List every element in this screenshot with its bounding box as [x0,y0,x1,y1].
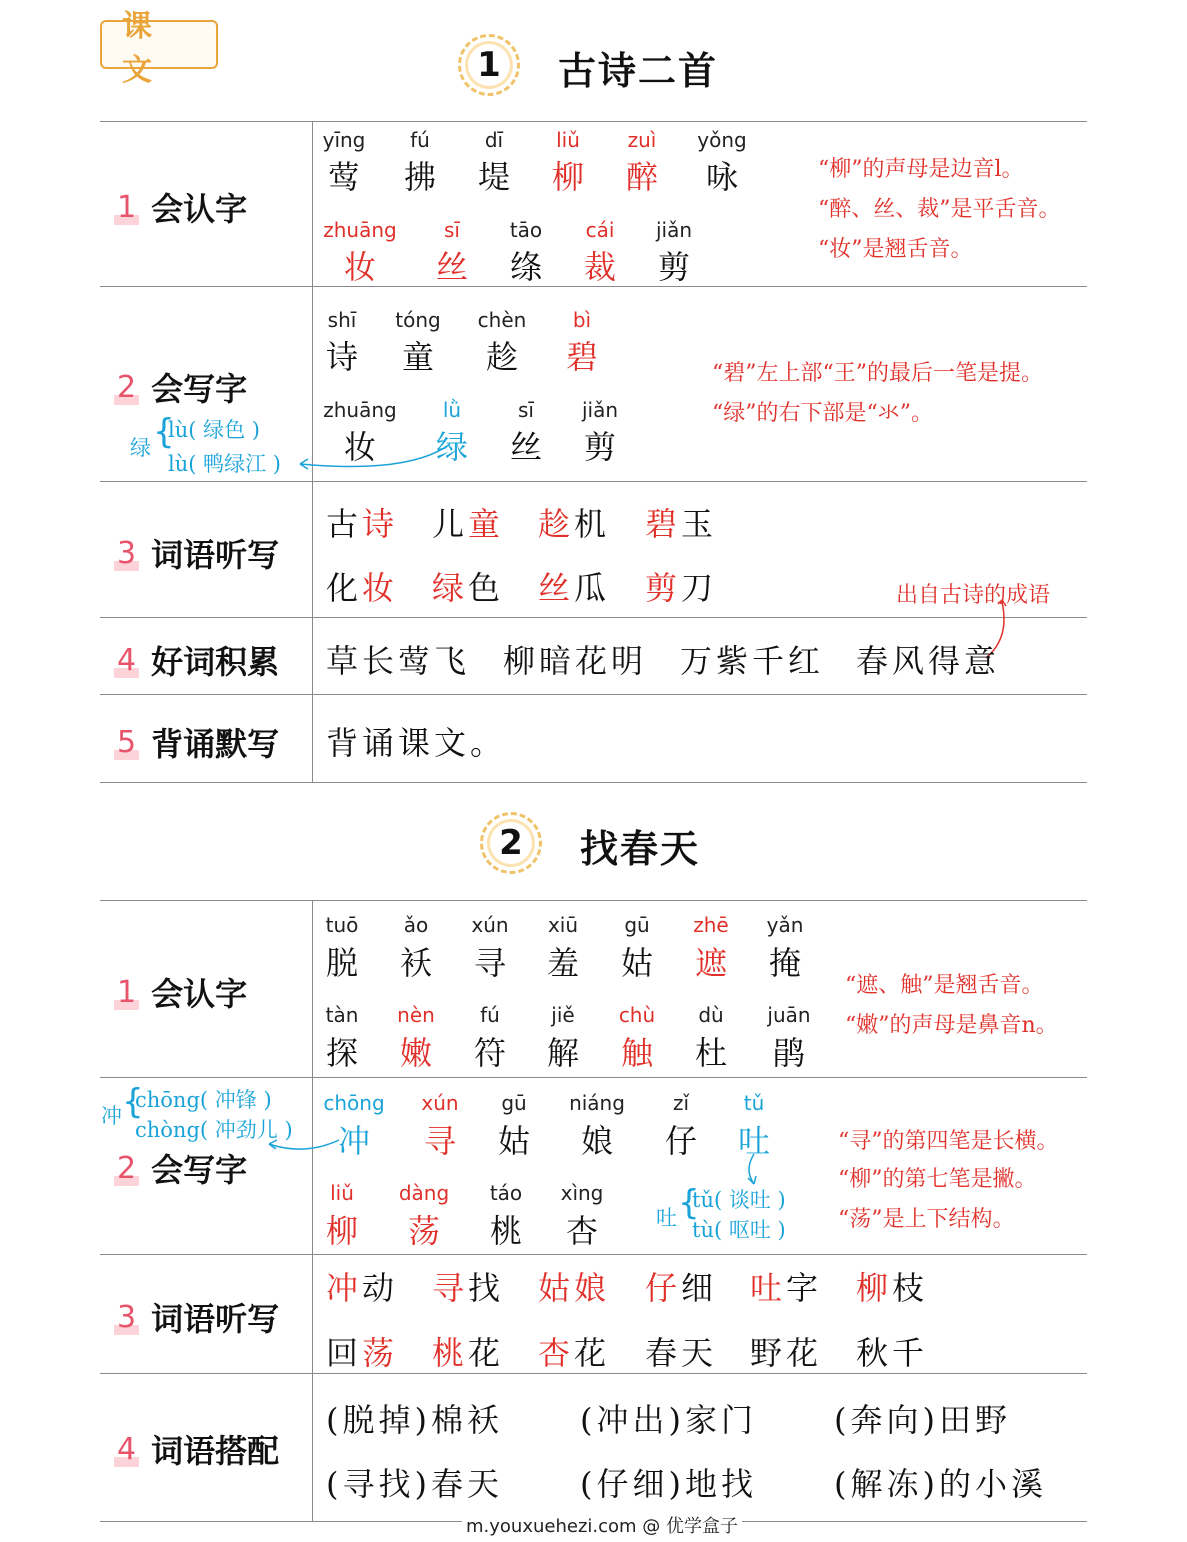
hanzi: 剪 [657,248,690,286]
collocation: (仔细)地找 [580,1465,757,1503]
hanzi: 荡 [407,1212,440,1250]
pronunciation-note: “遮、触”是翘舌音。 [845,973,1044,998]
dictation-char: 剪 [645,569,682,607]
dictation-char: 柳 [856,1269,893,1307]
dictation-char: 机 [574,505,611,543]
pinyin: tāo [509,218,543,242]
brace-icon: { [122,1082,144,1122]
row-label-recognize: 1 会认字 [114,969,247,1015]
hanzi: 触 [620,1034,653,1072]
pinyin: dàng [398,1181,450,1205]
dictation-char: 姑 [538,1269,575,1307]
polyphone-reading: chòng( 冲劲儿 ) [135,1118,293,1142]
pinyin: xún [471,913,509,937]
pronunciation-note: “妆”是翘舌音。 [818,237,973,262]
pinyin: yǎn [766,913,804,937]
arrow-icon [265,1128,345,1158]
row-divider [100,1077,1087,1078]
pinyin: jiǎn [655,218,693,242]
hanzi: 袄 [399,944,432,982]
lesson-category-badge: 课文 [100,20,218,69]
pinyin: jiě [551,1003,575,1027]
dictation-char: 桃 [432,1334,469,1372]
stroke-note: “荡”是上下结构。 [838,1207,1015,1232]
hanzi: 绿 [435,428,468,466]
dictation-char: 丝 [538,569,575,607]
pinyin: ǎo [403,913,429,937]
hanzi: 醉 [625,158,658,196]
hanzi: 寻 [473,944,506,982]
row-divider [100,617,1087,618]
recite-text: 背诵课文。 [326,724,507,762]
hanzi: 趁 [485,338,518,376]
dictation-word [326,499,398,545]
dictation-char: 刀 [681,569,718,607]
dictation-char: 天 [681,1334,718,1372]
arrow-icon [740,1150,770,1190]
pinyin: chōng [323,1091,385,1115]
hanzi: 鹃 [772,1034,805,1072]
pinyin: shī [327,308,357,332]
hanzi: 姑 [497,1122,530,1160]
row-divider [100,481,1087,482]
pinyin: zǐ [672,1091,690,1115]
dictation-word [432,1263,504,1309]
hanzi: 杏 [565,1212,598,1250]
dictation-char: 碧 [645,505,682,543]
dictation-char: 寻 [432,1269,469,1307]
dictation-char: 趁 [538,505,575,543]
pinyin: cái [585,218,615,242]
hanzi: 丝 [435,248,468,286]
hanzi: 桃 [489,1212,522,1250]
dictation-char: 千 [892,1334,929,1372]
pinyin: liǔ [330,1181,354,1205]
dictation-word [645,563,717,609]
pinyin: zhuāng [323,398,397,422]
row-label-write: 2 会写字 [114,1145,247,1191]
lesson-title: 古诗二首 [558,49,719,93]
footer-watermark: m.youxuehezi.com @ 优学盒子 [462,1512,742,1538]
hanzi: 丝 [509,428,542,466]
good-word: 草长莺飞 [326,642,471,680]
pinyin: tóng [395,308,441,332]
hanzi: 柳 [325,1212,358,1250]
dictation-word [750,1328,822,1374]
polyphone-reading: lù( 鸭绿江 ) [168,452,281,476]
hanzi: 绦 [509,248,542,286]
pinyin: gū [501,1091,527,1115]
pinyin: yǒng [697,128,747,152]
hanzi: 剪 [583,428,616,466]
dictation-char: 仔 [645,1269,682,1307]
dictation-word [326,1328,398,1374]
polyphone-char: 绿 [130,436,151,460]
hanzi: 碧 [565,338,598,376]
hanzi: 姑 [620,944,653,982]
pinyin: tàn [325,1003,359,1027]
dictation-word [645,1263,717,1309]
pinyin: liǔ [556,128,580,152]
good-word: 柳暗花明 [503,642,648,680]
pinyin: chù [618,1003,656,1027]
good-word: 万紫千红 [680,642,825,680]
stroke-note: “绿”的右下部是“氺”。 [712,401,933,426]
dictation-word [645,1328,717,1374]
hanzi: 羞 [546,944,579,982]
pinyin: fú [410,128,430,152]
pinyin: yīng [322,128,366,152]
row-divider [100,1254,1087,1255]
dictation-char: 细 [681,1269,718,1307]
hanzi: 仔 [664,1122,697,1160]
hanzi: 寻 [423,1122,456,1160]
pinyin: zhuāng [323,218,397,242]
pinyin: chèn [477,308,527,332]
dictation-char: 秋 [856,1334,893,1372]
pinyin: sī [444,218,460,242]
dictation-char: 诗 [362,505,399,543]
arrow-icon [280,440,460,480]
hanzi: 咏 [705,158,738,196]
pinyin: lǜ [442,398,462,422]
dictation-char: 杏 [538,1334,575,1372]
row-label-dictation: 3 词语听写 [114,1294,279,1340]
polyphone-reading: chōng( 冲锋 ) [135,1088,272,1112]
row-label-recite: 5 背诵默写 [114,719,279,765]
dictation-char: 枝 [892,1269,929,1307]
dictation-char: 童 [468,505,505,543]
polyphone-reading: lù( 绿色 ) [168,418,260,442]
stroke-note: “寻”的第四笔是长横。 [838,1129,1059,1154]
hanzi: 遮 [694,944,727,982]
hanzi: 脱 [325,944,358,982]
hanzi: 符 [473,1034,506,1072]
hanzi: 妆 [343,248,376,286]
hanzi: 吐 [737,1122,770,1160]
row-label-collocation: 4 词语搭配 [114,1426,279,1472]
dictation-word [645,499,717,545]
hanzi: 解 [546,1034,579,1072]
row-label-recognize: 1 会认字 [114,184,247,230]
pinyin: táo [489,1181,523,1205]
hanzi: 掩 [768,944,801,982]
lesson-number-badge: 2 [480,812,542,874]
lesson-number-badge: 1 [458,34,520,96]
dictation-word [432,1328,504,1374]
lesson-title: 找春天 [580,827,701,871]
pinyin: sī [518,398,534,422]
hanzi: 童 [401,338,434,376]
hanzi: 冲 [337,1122,370,1160]
hanzi: 娘 [580,1122,613,1160]
polyphone-char: 吐 [656,1206,677,1230]
stroke-note: “柳”的第七笔是撇。 [838,1167,1037,1192]
pinyin: xiū [547,913,579,937]
table-border [100,900,1087,901]
hanzi: 嫩 [399,1034,432,1072]
dictation-word [538,563,610,609]
dictation-char: 儿 [432,505,469,543]
hanzi: 妆 [343,428,376,466]
stroke-note: “碧”左上部“王”的最后一笔是提。 [712,361,1043,386]
dictation-char: 冲 [326,1269,363,1307]
idiom-note: 出自古诗的成语 [896,583,1051,608]
dictation-char: 吐 [750,1269,787,1307]
hanzi: 探 [325,1034,358,1072]
pinyin: niáng [569,1091,625,1115]
polyphone-char: 冲 [101,1104,122,1128]
dictation-char: 绿 [432,569,469,607]
hanzi: 裁 [583,248,616,286]
polyphone-reading: tǔ( 谈吐 ) [692,1188,786,1212]
pinyin: zhē [693,913,729,937]
collocation: (奔向)田野 [834,1401,1011,1439]
pronunciation-note: “嫩”的声母是鼻音n。 [845,1013,1058,1038]
dictation-word [432,563,504,609]
dictation-word [856,1263,928,1309]
dictation-char: 荡 [362,1334,399,1372]
dictation-char: 瓜 [574,569,611,607]
polyphone-reading: tù( 呕吐 ) [692,1218,786,1242]
dictation-word [326,1263,398,1309]
dictation-word [538,499,610,545]
dictation-word [432,499,504,545]
pinyin: bì [572,308,592,332]
table-border [100,782,1087,783]
dictation-char: 色 [468,569,505,607]
pinyin: nèn [397,1003,435,1027]
dictation-word [538,1328,610,1374]
pronunciation-note: “醉、丝、裁”是平舌音。 [818,197,1061,222]
hanzi: 柳 [551,158,584,196]
dictation-char: 春 [645,1334,682,1372]
collocation: (解冻)的小溪 [834,1465,1047,1503]
dictation-char: 古 [326,505,363,543]
pinyin: xún [421,1091,459,1115]
pinyin: tuō [325,913,359,937]
hanzi: 堤 [477,158,510,196]
dictation-char: 野 [750,1334,787,1372]
pronunciation-note: “柳”的声母是边音l。 [818,157,1024,182]
brace-icon: { [678,1183,700,1223]
dictation-char: 花 [786,1334,823,1372]
row-label-good-words: 4 好词积累 [114,637,279,683]
collocation: (脱掉)棉袄 [326,1401,503,1439]
pinyin: zuì [627,128,657,152]
row-divider [100,694,1087,695]
dictation-char: 娘 [574,1269,611,1307]
dictation-char: 花 [468,1334,505,1372]
row-label-write: 2 会写字 [114,364,247,410]
dictation-char: 化 [326,569,363,607]
collocation: (冲出)家门 [580,1401,757,1439]
dictation-char: 动 [362,1269,399,1307]
pinyin: gū [624,913,650,937]
dictation-char: 找 [468,1269,505,1307]
pinyin: xìng [560,1181,604,1205]
dictation-char: 妆 [362,569,399,607]
good-word: 春风得意 [856,642,1001,680]
pinyin: fú [480,1003,500,1027]
dictation-char: 回 [326,1334,363,1372]
pinyin: juān [767,1003,811,1027]
pinyin: dī [484,128,504,152]
dictation-word [856,1328,928,1374]
hanzi: 莺 [327,158,360,196]
dictation-char: 字 [786,1269,823,1307]
collocation: (寻找)春天 [326,1465,503,1503]
dictation-word [326,563,398,609]
dictation-word [750,1263,822,1309]
hanzi: 诗 [325,338,358,376]
dictation-char: 花 [574,1334,611,1372]
row-label-dictation: 3 词语听写 [114,530,279,576]
pinyin: jiǎn [581,398,619,422]
brace-icon: { [153,412,175,452]
hanzi: 杜 [694,1034,727,1072]
dictation-char: 玉 [681,505,718,543]
hanzi: 拂 [403,158,436,196]
pinyin: tǔ [743,1091,765,1115]
dictation-word [538,1263,610,1309]
pinyin: dù [698,1003,724,1027]
table-border [100,121,1087,122]
